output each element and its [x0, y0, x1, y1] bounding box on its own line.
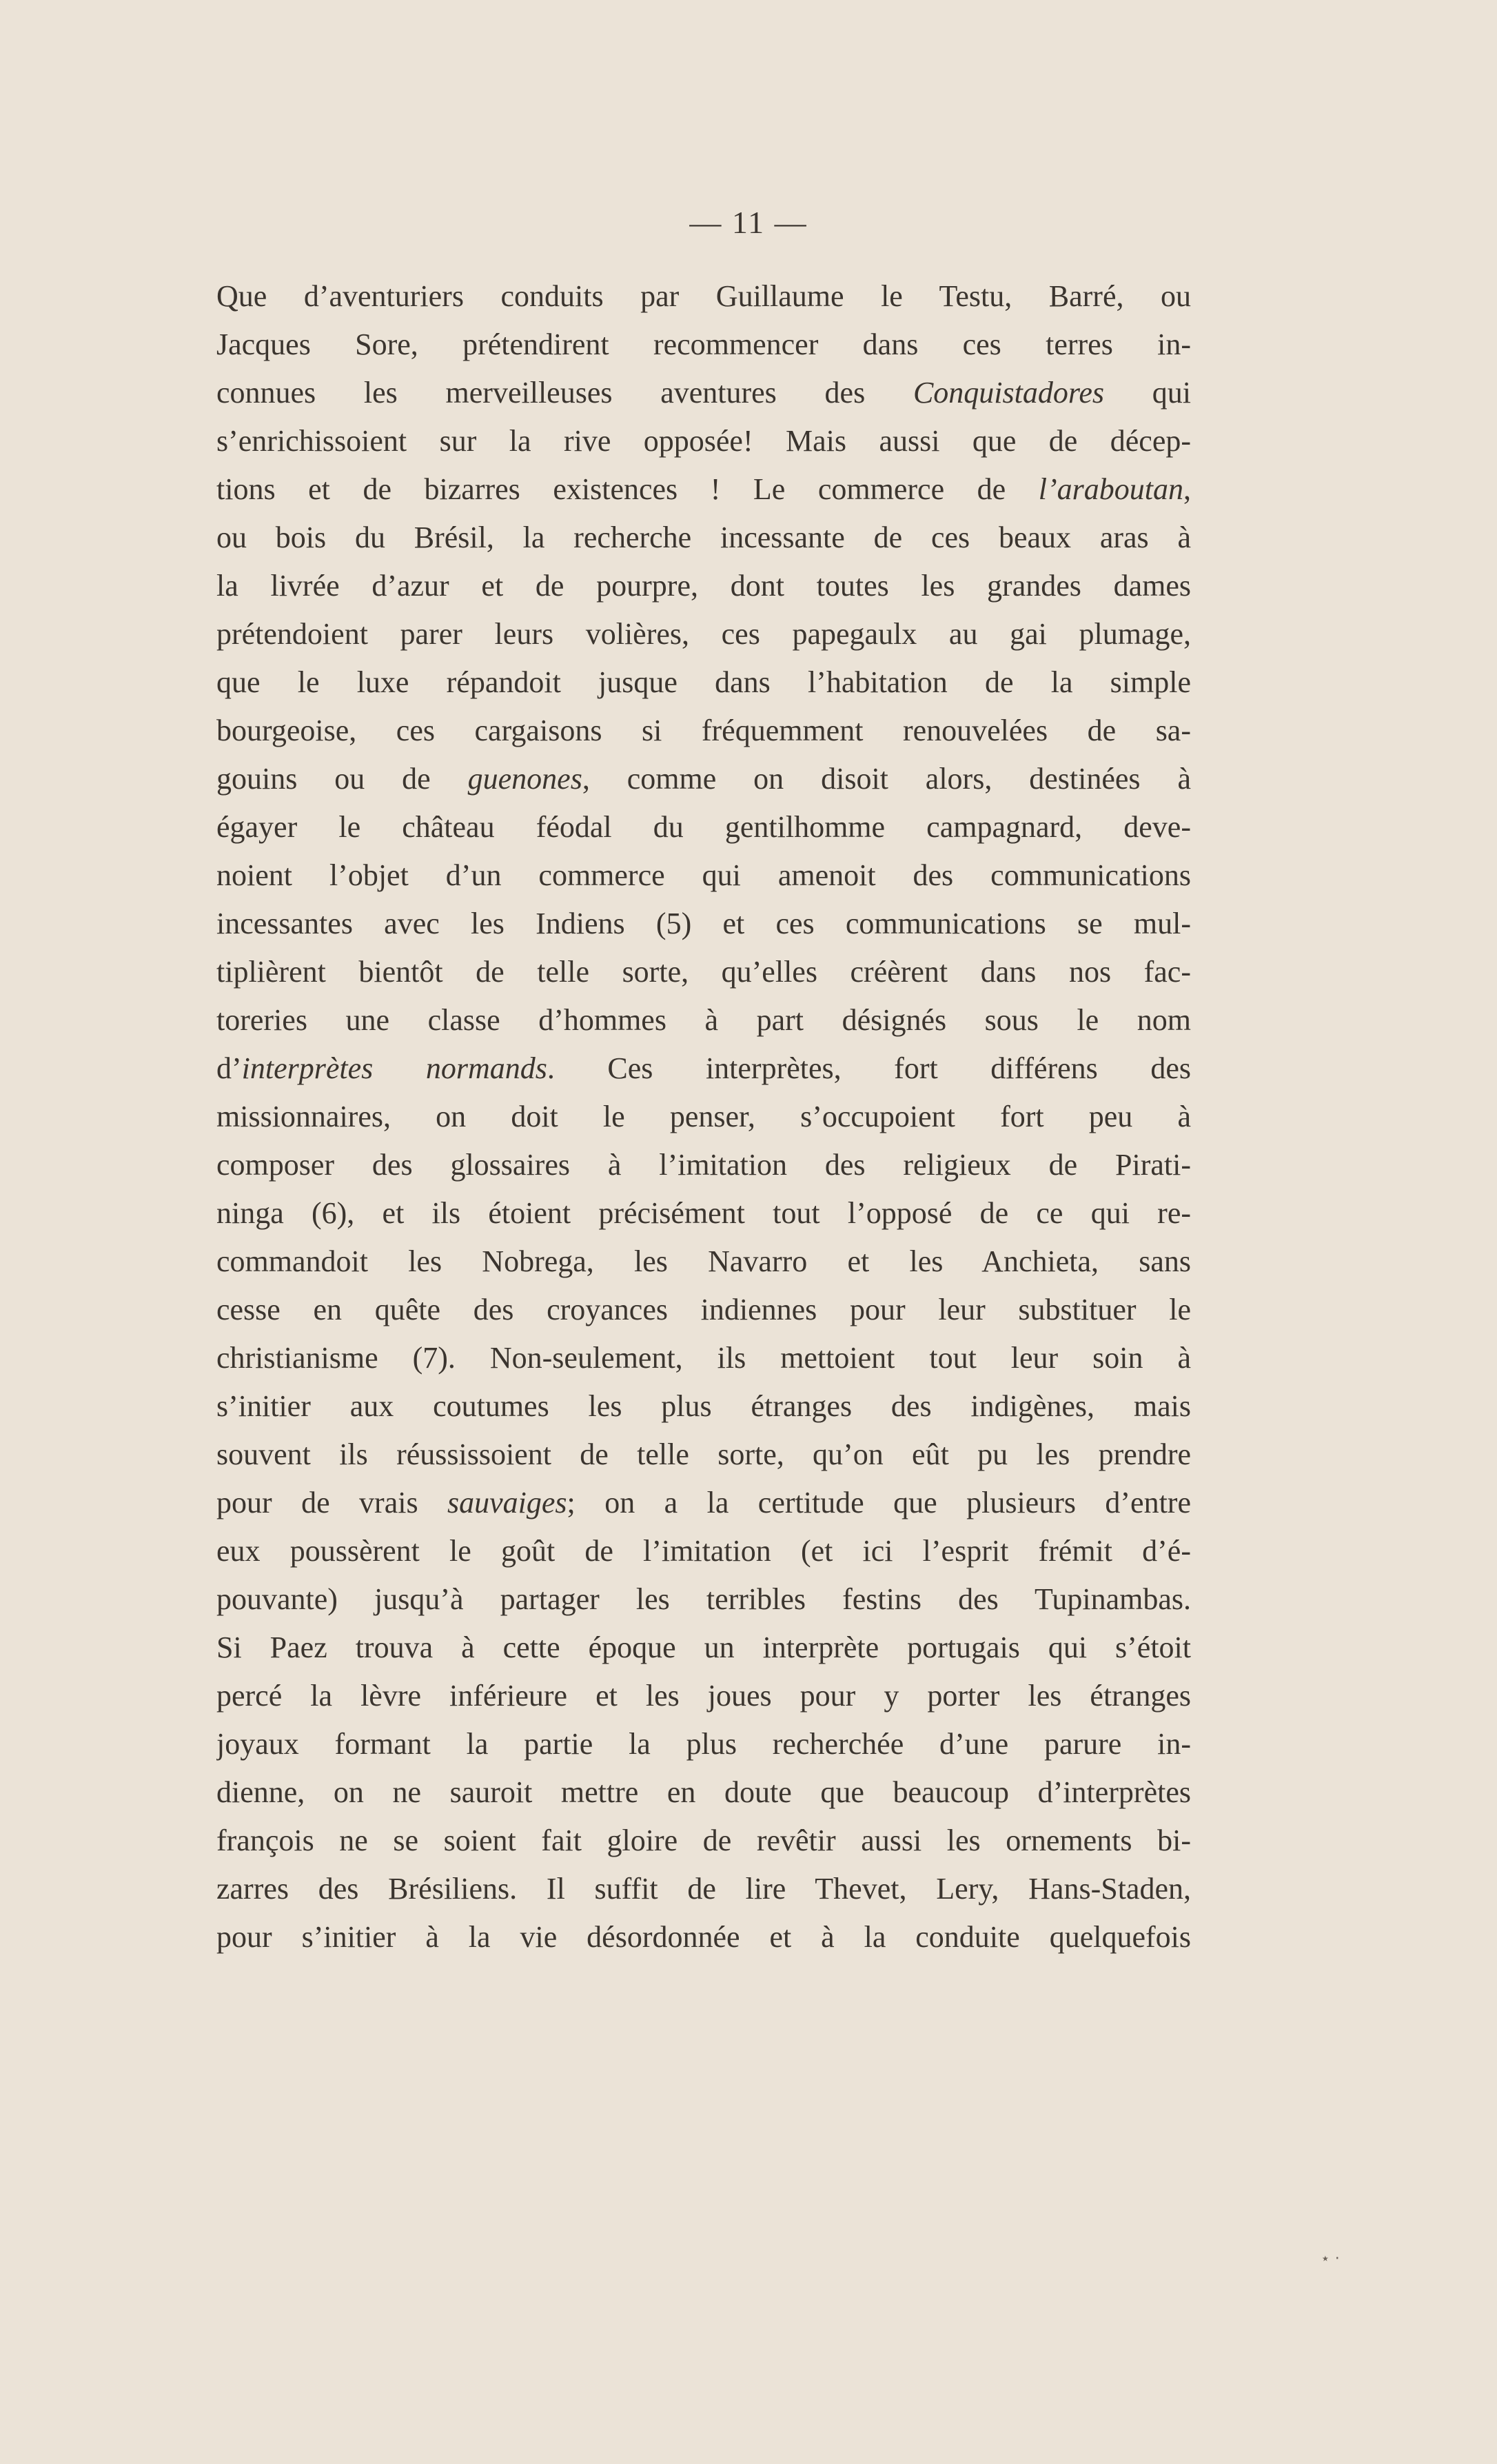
paper-speck: ⋆ · — [1321, 2250, 1340, 2268]
text-segment: commandoit les Nobrega, les Navarro et les Anchieta, sans — [216, 1244, 1191, 1278]
text-segment: s’initier aux coutumes les plus étranges des indigènes, mais — [216, 1389, 1191, 1423]
text-line — [216, 610, 1191, 658]
text-segment: Si Paez trouva à cette époque un interprète portugais qui s’étoit — [216, 1630, 1191, 1664]
text-line — [216, 851, 1191, 900]
text-line — [216, 1720, 1191, 1768]
text-line — [216, 1768, 1191, 1817]
text-segment: christianisme (7). Non-seulement, ils mettoient tout leur soin à — [216, 1341, 1191, 1375]
text-segment: . Ces interprètes, fort différens des — [547, 1051, 1191, 1085]
text-segment: missionnaires, on doit le penser, s’occupoient fort peu à — [216, 1100, 1191, 1133]
text-line — [216, 417, 1191, 465]
text-segment: gouins ou de — [216, 762, 468, 796]
text-segment: souvent ils réussissoient de telle sorte, qu’on eût pu les prendre — [216, 1437, 1191, 1471]
text-line — [216, 707, 1191, 755]
text-line — [216, 272, 1191, 321]
italic-term: guenones — [467, 762, 582, 796]
text-segment: s’enrichissoient sur la rive opposée! Mais aussi que de décep- — [216, 424, 1191, 458]
text-line — [216, 1817, 1191, 1865]
text-segment: tiplièrent bientôt de telle sorte, qu’elles créèrent dans nos fac- — [216, 955, 1191, 989]
text-line — [216, 369, 1191, 417]
text-line — [216, 900, 1191, 948]
text-segment: composer des glossaires à l’imitation des religieux de Pirati- — [216, 1148, 1191, 1182]
text-segment: prétendoient parer leurs volières, ces papegaulx au gai plumage, — [216, 617, 1191, 651]
text-segment: pour de vrais — [216, 1486, 448, 1519]
text-line — [216, 755, 1191, 803]
italic-term: l’araboutan — [1038, 472, 1183, 506]
text-segment: que le luxe répandoit jusque dans l’habitation de la simple — [216, 665, 1191, 699]
text-line — [216, 803, 1191, 851]
page-number: — 11 — — [689, 205, 808, 240]
text-line — [216, 1044, 1191, 1093]
text-segment: ninga (6), et ils étoient précisément tout l’opposé de ce qui re- — [216, 1196, 1191, 1230]
text-segment: incessantes avec les Indiens (5) et ces communications se mul- — [216, 907, 1191, 940]
text-segment: noient l’objet d’un commerce qui amenoit des communications — [216, 858, 1191, 892]
text-segment: Jacques Sore, prétendirent recommencer dans ces terres in- — [216, 327, 1191, 361]
text-segment: pour s’initier à la vie désordonnée et à la conduite quelquefois — [216, 1920, 1191, 1954]
text-line — [216, 1527, 1191, 1575]
text-segment: ; on a la certitude que plusieurs d’entre — [567, 1486, 1191, 1519]
text-segment: Que d’aventuriers conduits par Guillaume le Testu, Barré, ou — [216, 279, 1191, 313]
text-line — [216, 1431, 1191, 1479]
text-line — [216, 1238, 1191, 1286]
text-line — [216, 562, 1191, 610]
text-line — [216, 948, 1191, 996]
text-segment: tions et de bizarres existences ! Le commerce de — [216, 472, 1039, 506]
text-line — [216, 1575, 1191, 1624]
text-segment: toreries une classe d’hommes à part désignés sous le nom — [216, 1003, 1191, 1037]
text-line — [216, 1141, 1191, 1189]
text-segment: égayer le château féodal du gentilhomme campagnard, deve- — [216, 810, 1191, 844]
text-segment: bourgeoise, ces cargaisons si fréquemment renouvelées de sa- — [216, 714, 1191, 747]
body-text — [216, 272, 1191, 1961]
text-segment: joyaux formant la partie la plus recherchée d’une parure in- — [216, 1727, 1191, 1761]
text-segment: pouvante) jusqu’à partager les terribles festins des Tupinambas. — [216, 1582, 1191, 1616]
text-line — [216, 1479, 1191, 1527]
text-line — [216, 321, 1191, 369]
text-line — [216, 1913, 1191, 1961]
italic-term: interprètes normands — [241, 1051, 547, 1085]
text-segment: connues les merveilleuses aventures des — [216, 376, 913, 410]
text-segment: la livrée d’azur et de pourpre, dont toutes les grandes dames — [216, 569, 1191, 603]
text-line — [216, 1672, 1191, 1720]
text-line — [216, 1334, 1191, 1382]
text-segment: d’ — [216, 1051, 242, 1085]
italic-term: Conquistadores — [913, 376, 1105, 410]
text-segment: qui — [1104, 376, 1191, 410]
text-segment: eux poussèrent le goût de l’imitation (et ici l’esprit frémit d’é- — [216, 1534, 1191, 1568]
text-line — [216, 658, 1191, 707]
text-segment: zarres des Brésiliens. Il suffit de lire Thevet, Lery, Hans-Staden, — [216, 1872, 1191, 1906]
text-line — [216, 1624, 1191, 1672]
text-segment: percé la lèvre inférieure et les joues pour y porter les étranges — [216, 1679, 1191, 1713]
text-line — [216, 1093, 1191, 1141]
text-segment: dienne, on ne sauroit mettre en doute que beaucoup d’interprètes — [216, 1775, 1191, 1809]
text-line — [216, 1286, 1191, 1334]
text-segment: ou bois du Brésil, la recherche incessante de ces beaux aras à — [216, 521, 1191, 554]
text-line — [216, 465, 1191, 514]
text-line — [216, 996, 1191, 1044]
text-segment: , comme on disoit alors, destinées à — [582, 762, 1191, 796]
text-line — [216, 514, 1191, 562]
text-segment: françois ne se soient fait gloire de revêtir aussi les ornements bi- — [216, 1824, 1191, 1857]
text-line — [216, 1189, 1191, 1238]
text-line — [216, 1865, 1191, 1913]
text-segment: , — [1183, 472, 1191, 506]
italic-term: sauvaiges — [447, 1486, 567, 1519]
text-line — [216, 1382, 1191, 1431]
text-segment: cesse en quête des croyances indiennes pour leur substituer le — [216, 1293, 1191, 1326]
